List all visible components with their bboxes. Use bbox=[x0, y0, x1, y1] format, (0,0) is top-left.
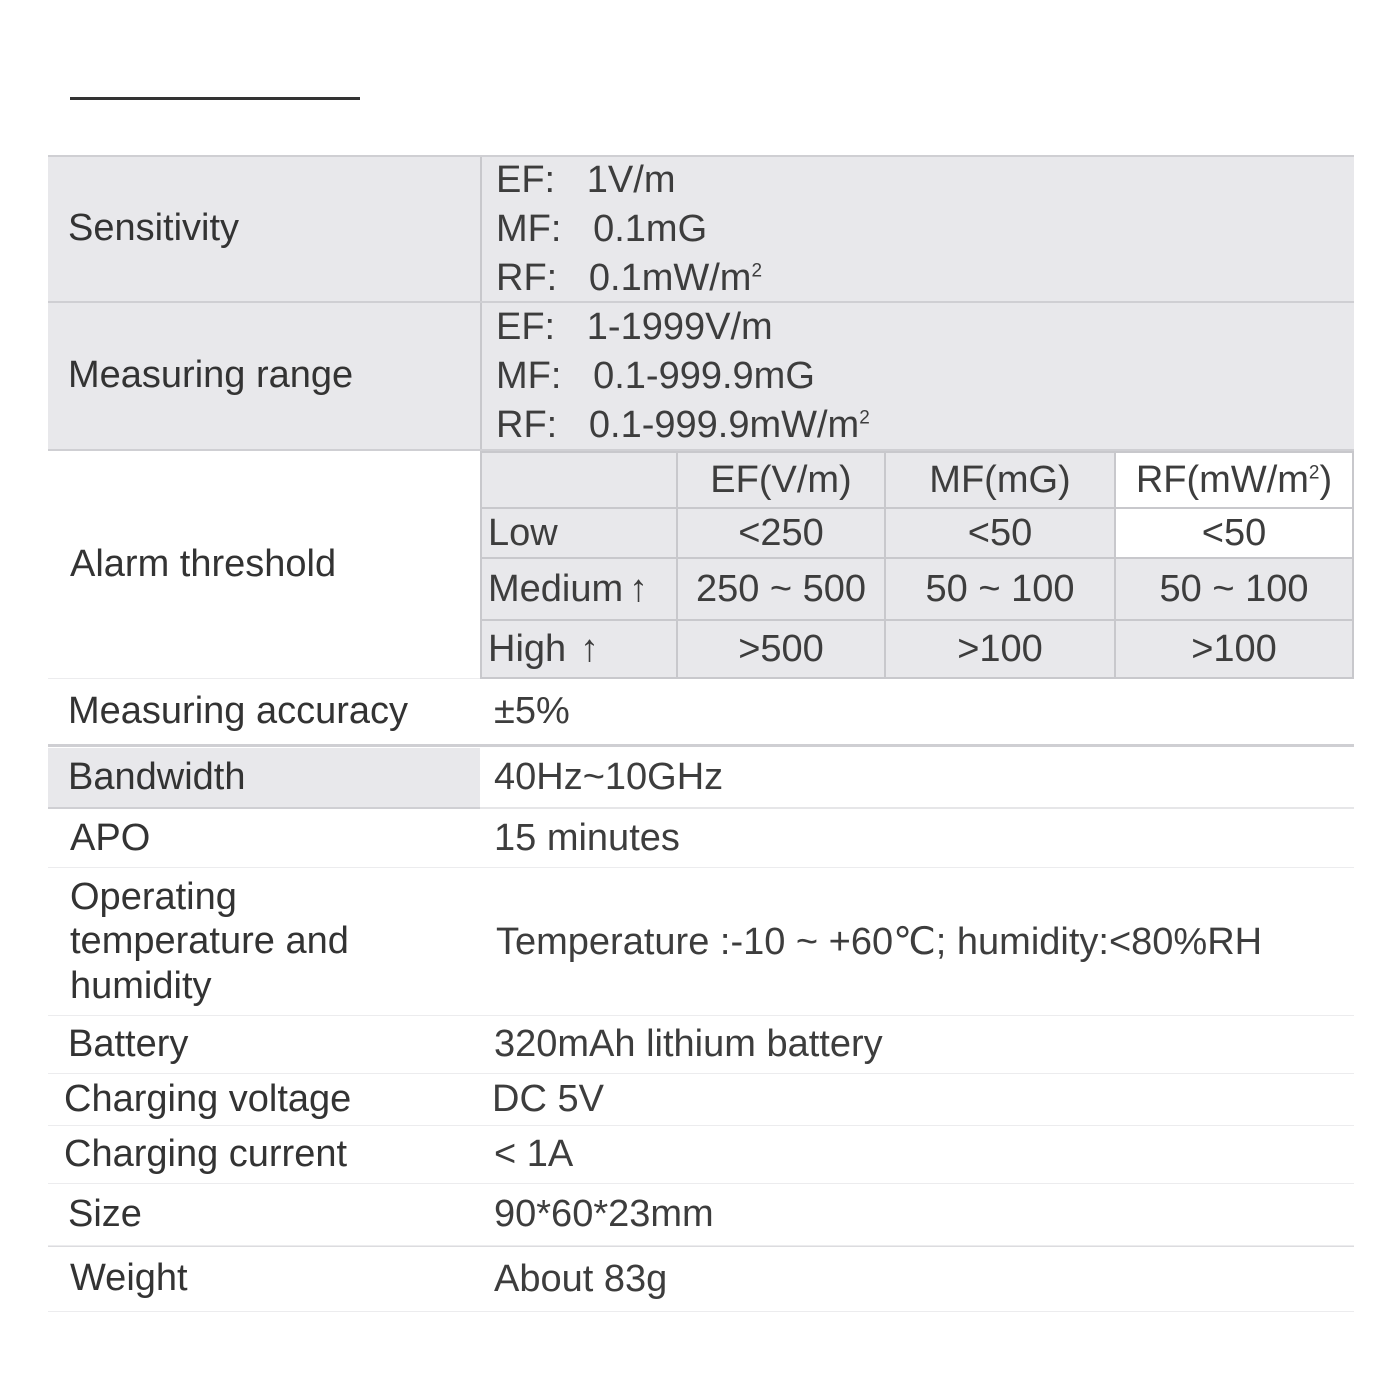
bandwidth-value: 40Hz~10GHz bbox=[480, 748, 1354, 809]
weight-label: Weight bbox=[70, 1257, 188, 1300]
row-accuracy bbox=[48, 679, 1354, 747]
row-bandwidth bbox=[48, 748, 1354, 809]
measuring-range-values bbox=[480, 303, 1354, 449]
sensitivity-label: Sensitivity bbox=[68, 207, 240, 250]
alarm-high-ef: >500 bbox=[677, 620, 885, 678]
range-rf: RF: $0.1-999.9mW/m^2$ bbox=[496, 403, 870, 446]
accuracy-value: ±5% bbox=[494, 690, 570, 732]
alarm-high-mf: >100 bbox=[885, 620, 1115, 678]
sensitivity-values bbox=[480, 157, 1354, 301]
alarm-medium-rf: 50 ~ 100 bbox=[1115, 558, 1353, 620]
alarm-level-high-cell bbox=[481, 620, 677, 678]
size-label: Size bbox=[68, 1192, 142, 1235]
range-mf: MF: 0.1-999.9mG bbox=[496, 354, 815, 397]
charging-voltage-value: DC 5V bbox=[492, 1078, 604, 1120]
row-weight bbox=[48, 1246, 1354, 1312]
row-charging-current bbox=[48, 1126, 1354, 1184]
range-ef: EF: 1-1999V/m bbox=[496, 305, 773, 348]
alarm-level-medium: Medium bbox=[488, 567, 624, 610]
accuracy-label: Measuring accuracy bbox=[68, 689, 409, 732]
operating-value: Temperature :-10 ~ +60℃; humidity:<80%RH bbox=[496, 921, 1263, 963]
alarm-header-ef: EF(V/m) bbox=[677, 452, 885, 508]
alarm-level-high: High bbox=[488, 627, 567, 670]
row-measuring-range bbox=[48, 303, 1354, 451]
alarm-row-medium bbox=[481, 558, 1353, 620]
weight-value: About 83g bbox=[494, 1257, 668, 1300]
alarm-low-rf: <50 bbox=[1115, 508, 1353, 558]
alarm-level-low: Low bbox=[481, 508, 677, 558]
row-alarm-threshold bbox=[48, 451, 480, 679]
alarm-level-medium-cell bbox=[481, 558, 677, 620]
sensitivity-rf: RF: $0.1mW/m^2$ bbox=[496, 256, 763, 299]
charging-current-value: < 1A bbox=[494, 1133, 574, 1175]
alarm-low-mf: <50 bbox=[885, 508, 1115, 558]
alarm-medium-mf: 50 ~ 100 bbox=[885, 558, 1115, 620]
alarm-header-row bbox=[481, 452, 1353, 508]
alarm-high-rf: >100 bbox=[1115, 620, 1353, 678]
apo-label: APO bbox=[70, 816, 151, 859]
sensitivity-mf: MF: 0.1mG bbox=[496, 207, 708, 250]
alarm-threshold-label: Alarm threshold bbox=[70, 542, 337, 585]
up-arrow-icon: ↑ bbox=[629, 567, 649, 610]
header-rule bbox=[70, 97, 360, 100]
battery-value: 320mAh lithium battery bbox=[494, 1023, 883, 1065]
alarm-header-mf: MF(mG) bbox=[885, 452, 1115, 508]
charging-current-label: Charging current bbox=[64, 1132, 348, 1175]
alarm-header-blank bbox=[481, 452, 677, 508]
battery-label: Battery bbox=[68, 1022, 189, 1065]
row-sensitivity bbox=[48, 155, 1354, 303]
alarm-row-low bbox=[481, 508, 1353, 558]
row-operating bbox=[48, 868, 1354, 1016]
alarm-row-high bbox=[481, 620, 1353, 678]
bandwidth-label: Bandwidth bbox=[48, 748, 480, 809]
alarm-low-ef: <250 bbox=[677, 508, 885, 558]
measuring-range-label: Measuring range bbox=[68, 354, 354, 397]
size-value: 90*60*23mm bbox=[494, 1193, 714, 1235]
sensitivity-ef: EF: 1V/m bbox=[496, 158, 676, 201]
row-size bbox=[48, 1184, 1354, 1246]
alarm-medium-ef: 250 ~ 500 bbox=[677, 558, 885, 620]
row-apo bbox=[48, 810, 1354, 868]
operating-label: Operating temperature and humidity bbox=[70, 876, 349, 1007]
apo-value: 15 minutes bbox=[494, 817, 680, 859]
up-arrow-icon: ↑ bbox=[580, 627, 600, 670]
alarm-header-rf: $RF(mW/m^2)$ bbox=[1115, 452, 1353, 508]
alarm-threshold-table bbox=[480, 451, 1354, 679]
charging-voltage-label: Charging voltage bbox=[64, 1077, 352, 1120]
row-battery bbox=[48, 1016, 1354, 1074]
row-charging-voltage bbox=[48, 1074, 1354, 1126]
